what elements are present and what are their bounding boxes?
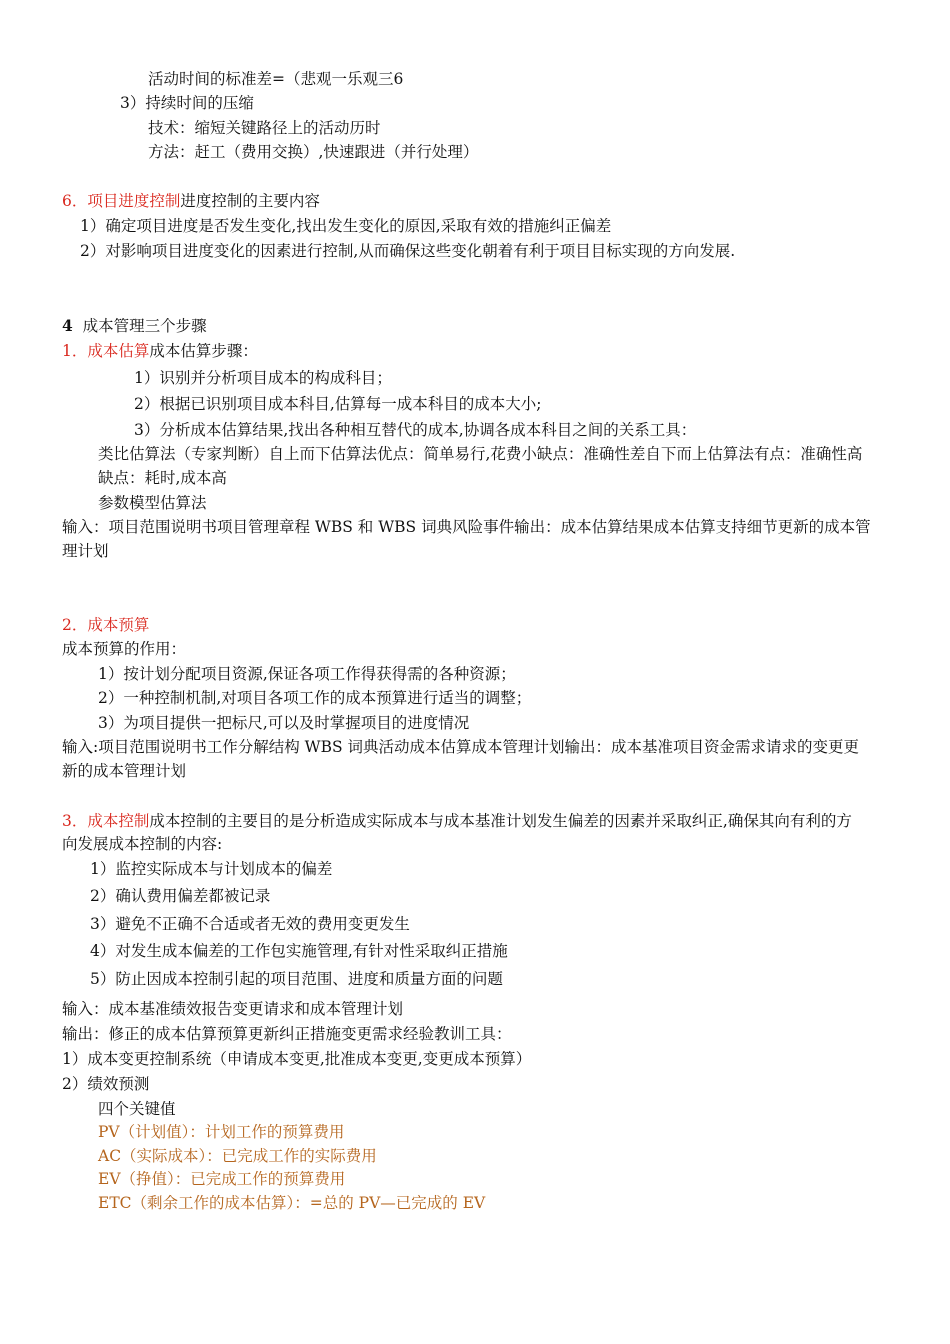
section-subtitle: 成本控制的主要目的是分析造成实际成本与成本基准计划发生偏差的因素并采取纠正,确保其向有利的方	[149, 812, 852, 830]
text-line: 四个关键值	[98, 1100, 176, 1118]
list-item: 2）确认费用偏差都被记录	[90, 887, 271, 905]
text-line: 方法：赶工（费用交换）,快速跟进（并行处理）	[148, 143, 479, 161]
list-item: 1）监控实际成本与计划成本的偏差	[90, 860, 333, 878]
chapter-heading	[62, 315, 207, 337]
text-line: 新的成本管理计划	[62, 762, 187, 780]
list-item: 5）防止因成本控制引起的项目范围、进度和质量方面的问题	[90, 970, 503, 988]
section-heading-cost-estimate	[62, 340, 258, 362]
section-title: 成本控制	[87, 812, 150, 830]
text-line: 技术：缩短关键路径上的活动历时	[148, 119, 381, 137]
key-value-ev: EV（挣值）：已完成工作的预算费用	[98, 1170, 346, 1188]
list-item: 2）根据已识别项目成本科目,估算每一成本科目的成本大小;	[134, 395, 542, 413]
text-line: 输入：成本基准绩效报告变更请求和成本管理计划	[62, 1000, 404, 1018]
list-item: 3）持续时间的压缩	[120, 94, 254, 112]
text-line: 输出：修正的成本估算预算更新纠正措施变更需求经验教训工具：	[62, 1025, 512, 1043]
section-title: 成本预算	[87, 616, 150, 634]
text-line: 缺点：耗时,成本高	[98, 469, 227, 487]
list-item: 4）对发生成本偏差的工作包实施管理,有针对性采取纠正措施	[90, 942, 508, 960]
section-subtitle: 进度控制的主要内容	[180, 192, 320, 210]
key-value-ac: AC（实际成本）：已完成工作的实际费用	[98, 1147, 377, 1165]
list-item: 2）绩效预测	[62, 1075, 150, 1093]
section-number: 1．	[62, 342, 88, 360]
text-line: 输入:项目范围说明书工作分解结构 WBS 词典活动成本估算成本管理计划输出：成本基准项目资金需求请求的变更更	[62, 738, 860, 756]
section-title: 成本估算	[87, 342, 150, 360]
list-item: 3）避免不正确不合适或者无效的费用变更发生	[90, 915, 410, 933]
section-number: 6．	[62, 192, 88, 210]
chapter-number: 4	[62, 316, 73, 335]
section-heading-cost-control	[62, 810, 852, 832]
list-item: 1）识别并分析项目成本的构成科目；	[134, 369, 392, 387]
section-subtitle: 成本估算步骤：	[149, 342, 258, 360]
list-item: 1）成本变更控制系统（申请成本变更,批准成本变更,变更成本预算）	[62, 1050, 532, 1068]
key-value-pv: PV（计划值）：计划工作的预算费用	[98, 1123, 345, 1141]
text-line: 成本预算的作用：	[62, 640, 187, 658]
text-line: 理计划	[62, 542, 109, 560]
section-number: 3．	[62, 812, 88, 830]
key-value-etc: ETC（剩余工作的成本估算）：=总的 PV—已完成的 EV	[98, 1194, 486, 1212]
section-heading-schedule-control	[62, 190, 320, 212]
text-line: 类比估算法（专家判断）自上而下估算法优点：简单易行,花费小缺点：准确性差自下而上估算法有点：准确性高	[98, 445, 863, 463]
section-title: 项目进度控制	[87, 192, 181, 210]
text-line: 活动时间的标准差=（悲观一乐观三6	[148, 70, 404, 88]
section-number: 2．	[62, 616, 88, 634]
section-heading-cost-budget	[62, 614, 149, 636]
chapter-title: 成本管理三个步骤	[82, 317, 207, 335]
text-line: 输入：项目范围说明书项目管理章程 WBS 和 WBS 词典风险事件输出：成本估算结果成本估算支持细节更新的成本管	[62, 518, 871, 536]
list-item: 3）为项目提供一把标尺,可以及时掌握项目的进度情况	[98, 714, 470, 732]
text-line: 参数模型估算法	[98, 494, 207, 512]
list-item: 2）一种控制机制,对项目各项工作的成本预算进行适当的调整；	[98, 689, 532, 707]
list-item: 1）按计划分配项目资源,保证各项工作得获得需的各种资源；	[98, 665, 516, 683]
list-item: 1）确定项目进度是否发生变化,找出发生变化的原因,采取有效的措施纠正偏差	[80, 217, 612, 235]
text-line: 向发展成本控制的内容:	[62, 835, 223, 853]
list-item: 3）分析成本估算结果,找出各种相互替代的成本,协调各成本科目之间的关系工具：	[134, 421, 697, 439]
list-item: 2）对影响项目进度变化的因素进行控制,从而确保这些变化朝着有利于项目目标实现的方向发展.	[80, 242, 736, 260]
